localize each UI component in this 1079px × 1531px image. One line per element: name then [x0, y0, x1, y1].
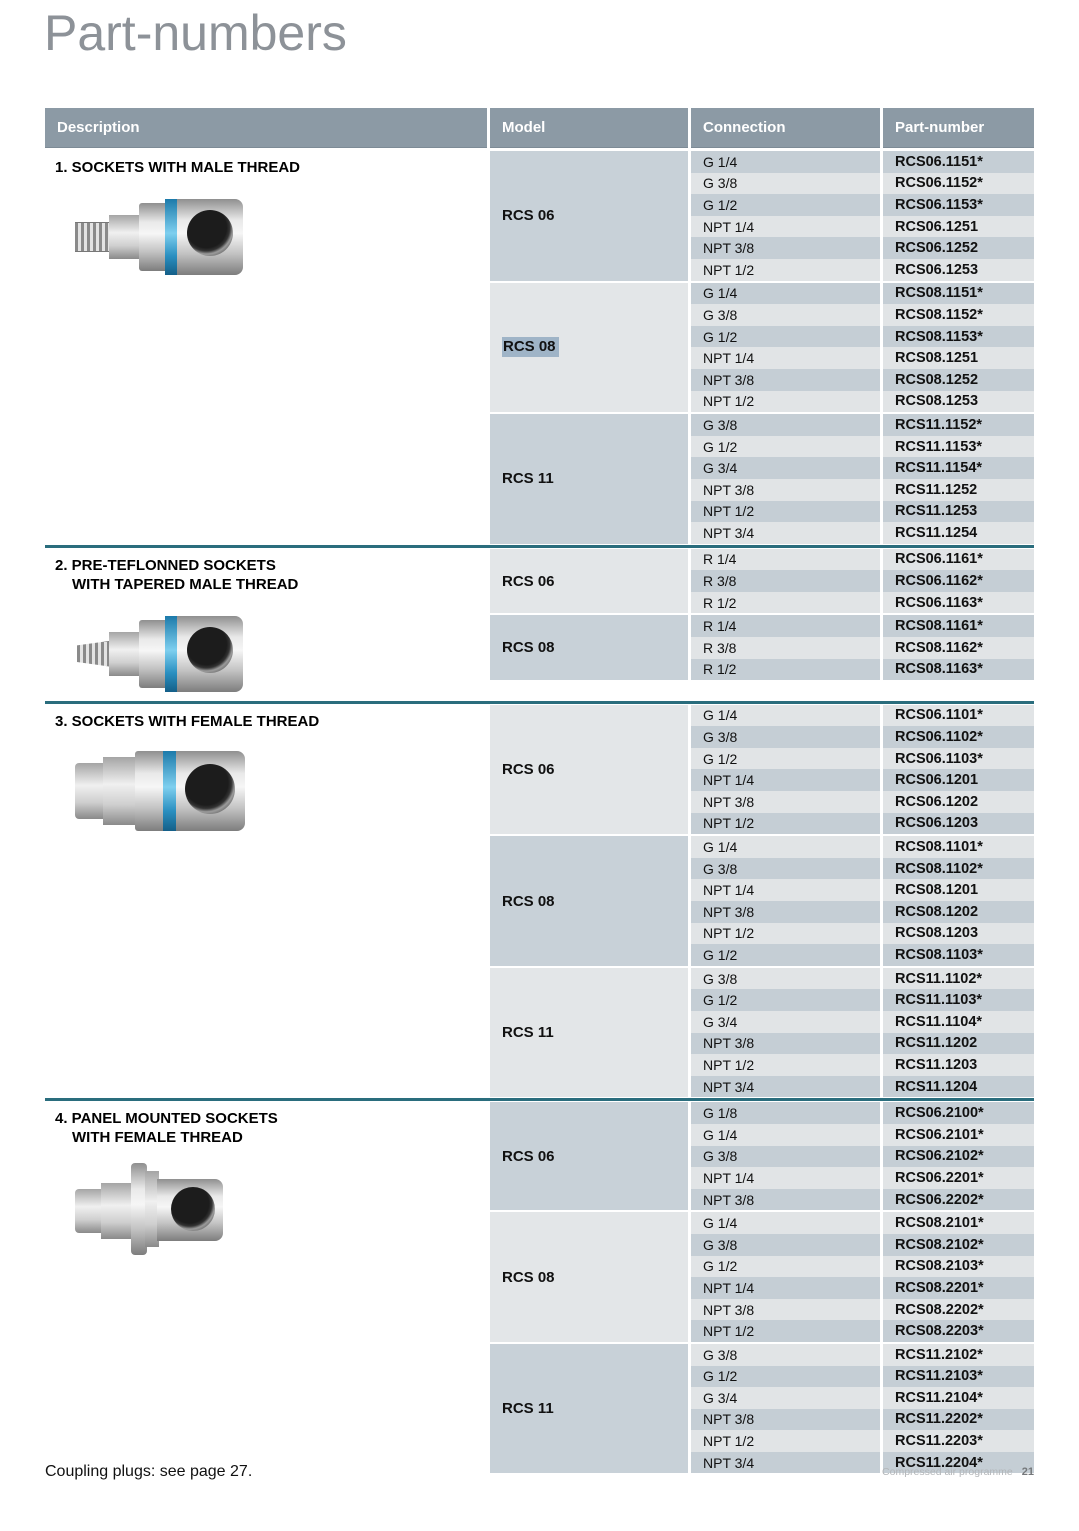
connection-cell: G 3/8	[691, 968, 880, 990]
part-number-cell: RCS11.1204	[883, 1076, 1034, 1098]
block-rows	[691, 705, 1034, 835]
socket-opening	[185, 764, 235, 814]
section-heading	[45, 549, 487, 594]
connection-cell: R 3/8	[691, 637, 880, 659]
model-cell	[490, 151, 688, 281]
table-row	[691, 1409, 1034, 1431]
blue-ring	[163, 751, 176, 831]
table-row	[691, 501, 1034, 523]
connection-cell: NPT 1/2	[691, 501, 880, 523]
model-cell	[490, 549, 688, 614]
connection-cell: G 3/8	[691, 304, 880, 326]
connection-cell: G 1/2	[691, 1256, 880, 1278]
connection-cell: G 1/2	[691, 748, 880, 770]
model-block	[490, 151, 1034, 281]
table-row	[691, 1277, 1034, 1299]
section-heading-line: 2. PRE-TEFLONNED SOCKETS	[55, 556, 276, 574]
section-blocks	[490, 549, 1034, 700]
table-row	[691, 592, 1034, 614]
connection-cell: G 1/2	[691, 194, 880, 216]
table-row	[691, 989, 1034, 1011]
connection-cell: NPT 1/4	[691, 769, 880, 791]
model-label: RCS 08	[502, 639, 555, 657]
part-number-cell: RCS06.1152*	[883, 173, 1034, 195]
model-label: RCS 08	[502, 892, 555, 910]
connection-cell: NPT 1/4	[691, 1277, 880, 1299]
table-row	[691, 659, 1034, 681]
connection-cell: G 3/8	[691, 414, 880, 436]
model-block	[490, 615, 1034, 680]
part-number-cell: RCS06.1103*	[883, 748, 1034, 770]
connection-cell: NPT 1/2	[691, 1054, 880, 1076]
model-block	[490, 1212, 1034, 1342]
connection-cell: NPT 1/2	[691, 1320, 880, 1342]
part-number-cell: RCS06.1163*	[883, 592, 1034, 614]
block-rows	[691, 615, 1034, 680]
connection-cell: NPT 1/2	[691, 923, 880, 945]
table-row	[691, 570, 1034, 592]
block-rows	[691, 1102, 1034, 1210]
connection-cell: NPT 1/4	[691, 216, 880, 238]
part-number-cell: RCS06.1162*	[883, 570, 1034, 592]
table-row	[691, 791, 1034, 813]
metal-part	[101, 1183, 133, 1239]
section-blocks	[490, 151, 1034, 544]
section-description	[45, 705, 487, 1098]
socket-opening	[187, 627, 233, 673]
part-number-cell: RCS11.2202*	[883, 1409, 1034, 1431]
table-row	[691, 1299, 1034, 1321]
table-row	[691, 216, 1034, 238]
metal-part	[75, 1189, 103, 1233]
table-header-row	[45, 108, 1034, 148]
part-number-cell: RCS06.1251	[883, 216, 1034, 238]
table-row	[691, 1033, 1034, 1055]
part-number-cell: RCS08.2103*	[883, 1256, 1034, 1278]
table-section	[45, 1102, 1034, 1473]
model-label: RCS 11	[502, 1024, 554, 1042]
table-row	[691, 705, 1034, 727]
part-number-cell: RCS11.2204*	[883, 1452, 1034, 1474]
part-number-cell: RCS08.1151*	[883, 283, 1034, 305]
table-section	[45, 549, 1034, 700]
connection-cell: R 1/2	[691, 659, 880, 681]
part-number-cell: RCS08.1201	[883, 879, 1034, 901]
section-heading-line: WITH TAPERED MALE THREAD	[72, 575, 299, 593]
column-header-connection: Connection	[691, 108, 880, 148]
part-number-cell: RCS08.2201*	[883, 1277, 1034, 1299]
model-block	[490, 1344, 1034, 1474]
connection-cell: G 3/8	[691, 173, 880, 195]
section-heading	[45, 705, 487, 731]
section-divider	[45, 1098, 1034, 1101]
model-block	[490, 836, 1034, 966]
part-number-cell: RCS08.2203*	[883, 1320, 1034, 1342]
block-rows	[691, 549, 1034, 614]
part-number-cell: RCS11.1202	[883, 1033, 1034, 1055]
table-row	[691, 391, 1034, 413]
block-rows	[691, 414, 1034, 544]
connection-cell: NPT 3/8	[691, 479, 880, 501]
part-number-cell: RCS08.1101*	[883, 836, 1034, 858]
part-number-cell: RCS08.1152*	[883, 304, 1034, 326]
connection-cell: NPT 3/8	[691, 237, 880, 259]
part-number-cell: RCS06.1161*	[883, 549, 1034, 571]
table-row	[691, 637, 1034, 659]
column-header-description: Description	[45, 108, 487, 148]
table-row	[691, 173, 1034, 195]
table-row	[691, 1011, 1034, 1033]
connection-cell: G 1/4	[691, 705, 880, 727]
section-heading-line: WITH FEMALE THREAD	[72, 1129, 243, 1147]
section-blocks	[490, 1102, 1034, 1473]
part-number-cell: RCS11.1153*	[883, 436, 1034, 458]
model-block	[490, 968, 1034, 1098]
table-row	[691, 836, 1034, 858]
part-number-cell: RCS11.1252	[883, 479, 1034, 501]
socket-opening	[187, 210, 233, 256]
part-number-cell: RCS06.2202*	[883, 1189, 1034, 1211]
model-cell	[490, 414, 688, 544]
table-body	[45, 151, 1034, 1473]
connection-cell: NPT 1/2	[691, 259, 880, 281]
table-row	[691, 726, 1034, 748]
model-block	[490, 549, 1034, 614]
block-rows	[691, 836, 1034, 966]
table-row	[691, 549, 1034, 571]
connection-cell: NPT 3/4	[691, 1076, 880, 1098]
parts-table	[45, 108, 1034, 1473]
table-row	[691, 304, 1034, 326]
block-rows	[691, 283, 1034, 413]
part-number-cell: RCS06.1151*	[883, 151, 1034, 173]
block-rows	[691, 151, 1034, 281]
socket-female-thread-photo	[75, 745, 250, 837]
section-description	[45, 549, 487, 700]
table-row	[691, 615, 1034, 637]
part-number-cell: RCS06.1252	[883, 237, 1034, 259]
table-row	[691, 414, 1034, 436]
connection-cell: G 3/8	[691, 1344, 880, 1366]
footer-page-number: 21	[1021, 1466, 1034, 1478]
part-number-cell: RCS06.2102*	[883, 1146, 1034, 1168]
block-rows	[691, 1212, 1034, 1342]
table-row	[691, 1387, 1034, 1409]
part-number-cell: RCS11.2103*	[883, 1366, 1034, 1388]
connection-cell: G 1/4	[691, 1212, 880, 1234]
part-number-cell: RCS11.2203*	[883, 1430, 1034, 1452]
model-cell	[490, 1212, 688, 1342]
part-number-cell: RCS08.1103*	[883, 944, 1034, 966]
model-cell	[490, 1344, 688, 1474]
section-description	[45, 1102, 487, 1473]
table-row	[691, 1212, 1034, 1234]
part-number-cell: RCS11.1253	[883, 501, 1034, 523]
part-number-cell: RCS06.1153*	[883, 194, 1034, 216]
part-number-cell: RCS06.2101*	[883, 1124, 1034, 1146]
connection-cell: NPT 3/8	[691, 1299, 880, 1321]
connection-cell: NPT 3/8	[691, 901, 880, 923]
connection-cell: NPT 1/4	[691, 347, 880, 369]
table-row	[691, 1366, 1034, 1388]
table-row	[691, 1167, 1034, 1189]
part-number-cell: RCS08.1251	[883, 347, 1034, 369]
table-row	[691, 968, 1034, 990]
table-row	[691, 1124, 1034, 1146]
part-number-cell: RCS08.1163*	[883, 659, 1034, 681]
part-number-cell: RCS11.1254	[883, 522, 1034, 544]
model-label: RCS 11	[502, 470, 554, 488]
column-header-part-number: Part-number	[883, 108, 1034, 148]
part-number-cell: RCS11.1104*	[883, 1011, 1034, 1033]
section-blocks	[490, 705, 1034, 1098]
section-heading	[45, 1102, 487, 1147]
table-row	[691, 259, 1034, 281]
model-block	[490, 1102, 1034, 1210]
part-number-cell: RCS08.2202*	[883, 1299, 1034, 1321]
part-number-cell: RCS06.1102*	[883, 726, 1034, 748]
table-row	[691, 151, 1034, 173]
connection-cell: G 3/4	[691, 457, 880, 479]
connection-cell: G 1/2	[691, 944, 880, 966]
part-number-cell: RCS11.1103*	[883, 989, 1034, 1011]
part-number-cell: RCS06.1201	[883, 769, 1034, 791]
part-number-cell: RCS11.2102*	[883, 1344, 1034, 1366]
section-divider	[45, 701, 1034, 704]
connection-cell: G 1/2	[691, 326, 880, 348]
connection-cell: NPT 3/4	[691, 1452, 880, 1474]
connection-cell: G 1/2	[691, 1366, 880, 1388]
section-heading-line: 4. PANEL MOUNTED SOCKETS	[55, 1110, 278, 1128]
connection-cell: R 1/4	[691, 549, 880, 571]
section-description	[45, 151, 487, 544]
connection-cell: NPT 3/8	[691, 791, 880, 813]
model-cell	[490, 1102, 688, 1210]
connection-cell: G 3/4	[691, 1387, 880, 1409]
connection-cell: G 3/8	[691, 726, 880, 748]
model-label: RCS 06	[502, 572, 555, 590]
model-label: RCS 06	[502, 760, 555, 778]
footer-programme-label: Compressed air programme	[882, 1466, 1013, 1478]
connection-cell: NPT 1/2	[691, 1430, 880, 1452]
table-row	[691, 1430, 1034, 1452]
table-row	[691, 326, 1034, 348]
table-row	[691, 283, 1034, 305]
table-row	[691, 457, 1034, 479]
connection-cell: G 3/4	[691, 1011, 880, 1033]
block-rows	[691, 1344, 1034, 1474]
table-row	[691, 1256, 1034, 1278]
model-label: RCS 08	[502, 1268, 555, 1286]
table-row	[691, 944, 1034, 966]
connection-cell: G 3/8	[691, 1234, 880, 1256]
part-number-cell: RCS06.2201*	[883, 1167, 1034, 1189]
table-row	[691, 1146, 1034, 1168]
metal-part	[109, 632, 141, 676]
part-number-cell: RCS08.1162*	[883, 637, 1034, 659]
panel-mounted-socket-female-thread-photo	[75, 1161, 250, 1253]
table-section	[45, 705, 1034, 1098]
connection-cell: G 1/2	[691, 989, 880, 1011]
metal-part	[77, 641, 111, 667]
connection-cell: NPT 3/4	[691, 522, 880, 544]
connection-cell: NPT 1/4	[691, 879, 880, 901]
table-row	[691, 1344, 1034, 1366]
table-row	[691, 237, 1034, 259]
part-number-cell: RCS08.1252	[883, 369, 1034, 391]
table-row	[691, 813, 1034, 835]
metal-part	[75, 763, 105, 819]
part-number-cell: RCS08.2101*	[883, 1212, 1034, 1234]
model-label: RCS 08	[502, 337, 559, 357]
part-number-cell: RCS08.1153*	[883, 326, 1034, 348]
connection-cell: NPT 3/8	[691, 1189, 880, 1211]
table-section	[45, 151, 1034, 544]
footer-pagination	[882, 1466, 1034, 1478]
metal-part	[103, 757, 137, 825]
connection-cell: NPT 1/2	[691, 813, 880, 835]
connection-cell: G 1/4	[691, 836, 880, 858]
table-row	[691, 901, 1034, 923]
connection-cell: G 1/2	[691, 436, 880, 458]
part-number-cell: RCS11.1152*	[883, 414, 1034, 436]
column-header-model: Model	[490, 108, 688, 148]
table-row	[691, 1102, 1034, 1124]
connection-cell: G 1/4	[691, 1124, 880, 1146]
table-row	[691, 1234, 1034, 1256]
table-row	[691, 1189, 1034, 1211]
table-row	[691, 858, 1034, 880]
model-label: RCS 06	[502, 1147, 555, 1165]
table-row	[691, 369, 1034, 391]
model-cell	[490, 615, 688, 680]
part-number-cell: RCS11.2104*	[883, 1387, 1034, 1409]
part-number-cell: RCS06.1202	[883, 791, 1034, 813]
model-cell	[490, 283, 688, 413]
section-heading	[45, 151, 487, 177]
connection-cell: G 1/8	[691, 1102, 880, 1124]
section-divider	[45, 545, 1034, 548]
connection-cell: G 1/4	[691, 151, 880, 173]
table-row	[691, 347, 1034, 369]
model-cell	[490, 968, 688, 1098]
connection-cell: R 1/2	[691, 592, 880, 614]
part-number-cell: RCS08.1102*	[883, 858, 1034, 880]
part-number-cell: RCS11.1154*	[883, 457, 1034, 479]
table-row	[691, 1320, 1034, 1342]
table-row	[691, 748, 1034, 770]
connection-cell: NPT 3/8	[691, 1409, 880, 1431]
table-row	[691, 436, 1034, 458]
part-number-cell: RCS06.1203	[883, 813, 1034, 835]
connection-cell: G 3/8	[691, 858, 880, 880]
model-block	[490, 705, 1034, 835]
model-cell	[490, 836, 688, 966]
model-block	[490, 414, 1034, 544]
table-row	[691, 923, 1034, 945]
table-row	[691, 479, 1034, 501]
part-number-cell: RCS06.1101*	[883, 705, 1034, 727]
connection-cell: G 1/4	[691, 283, 880, 305]
part-number-cell: RCS11.1102*	[883, 968, 1034, 990]
footer-note: Coupling plugs: see page 27.	[45, 1463, 253, 1480]
part-number-cell: RCS08.2102*	[883, 1234, 1034, 1256]
metal-part	[109, 215, 141, 259]
connection-cell: NPT 3/8	[691, 369, 880, 391]
section-heading-line: 3. SOCKETS WITH FEMALE THREAD	[55, 712, 320, 730]
model-label: RCS 06	[502, 207, 555, 225]
socket-male-thread-photo	[75, 191, 250, 283]
model-cell	[490, 705, 688, 835]
model-block	[490, 283, 1034, 413]
metal-part	[75, 222, 111, 252]
table-row	[691, 879, 1034, 901]
page-title: Part-numbers	[44, 5, 347, 61]
table-row	[691, 522, 1034, 544]
connection-cell: R 1/4	[691, 615, 880, 637]
part-number-cell: RCS08.1202	[883, 901, 1034, 923]
connection-cell: R 3/8	[691, 570, 880, 592]
connection-cell: NPT 1/2	[691, 391, 880, 413]
connection-cell: G 3/8	[691, 1146, 880, 1168]
table-row	[691, 194, 1034, 216]
part-number-cell: RCS11.1203	[883, 1054, 1034, 1076]
part-number-cell: RCS06.1253	[883, 259, 1034, 281]
model-label: RCS 11	[502, 1400, 554, 1418]
part-number-cell: RCS06.2100*	[883, 1102, 1034, 1124]
part-number-cell: RCS08.1161*	[883, 615, 1034, 637]
blue-ring	[165, 199, 177, 275]
table-row	[691, 769, 1034, 791]
table-row	[691, 1076, 1034, 1098]
socket-tapered-male-thread-photo	[75, 608, 250, 700]
block-rows	[691, 968, 1034, 1098]
connection-cell: NPT 3/8	[691, 1033, 880, 1055]
part-number-cell: RCS08.1253	[883, 391, 1034, 413]
blue-ring	[165, 616, 177, 692]
part-number-cell: RCS08.1203	[883, 923, 1034, 945]
table-row	[691, 1054, 1034, 1076]
connection-cell: NPT 1/4	[691, 1167, 880, 1189]
section-heading-line: 1. SOCKETS WITH MALE THREAD	[55, 159, 301, 176]
